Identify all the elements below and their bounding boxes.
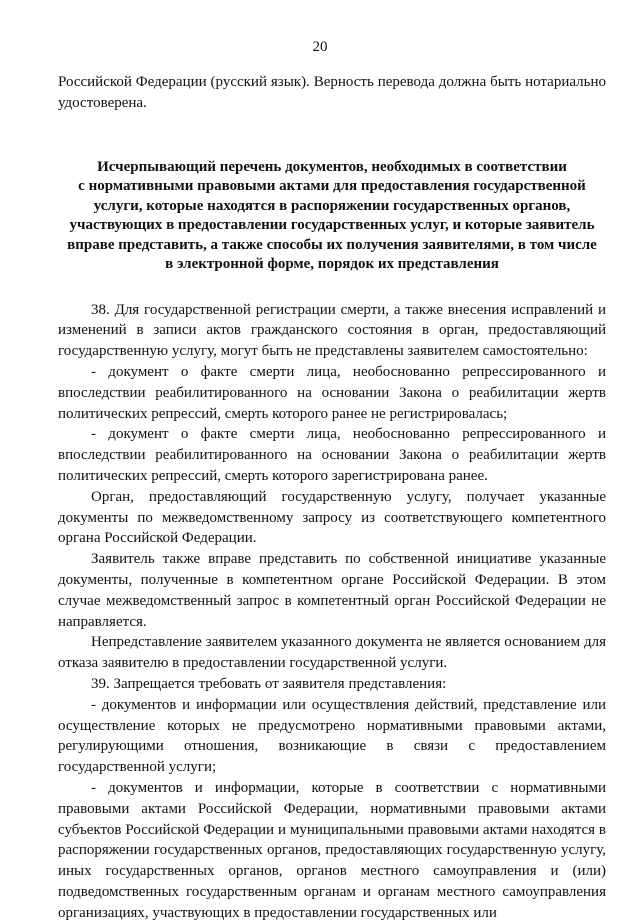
list-item-prohibited-2: - документов и информации, которые в соответствии с нормативными правовыми актами Российской Федерации, нормативными правовыми актами субъектов Российской Федерации и муниципальными правовыми актами находятся в распоряжении государственных органов, предоставляющих государственную услугу, иных государственных органов, органов местного самоуправления и (или) подведомственных государственным органам и органам местного самоуправления организациях, участвующих в предоставлении государственных или xyxy=(58,779,606,921)
heading-line: с нормативными правовыми актами для предоставления государственной xyxy=(78,178,586,195)
paragraph-38: 38. Для государственной регистрации смерти, а также внесения исправлений и изменений в записи актов гражданского состояния в орган, предоставляющий государственную услугу, могут быть не представлены заявителем самостоятельно: xyxy=(58,301,606,360)
list-item-document-2: - документ о факте смерти лица, необоснованно репрессированного и впоследствии реабилитированного на основании Закона о реабилитации жертв политических репрессий, смерть которого зарегистрирована ранее. xyxy=(58,426,606,484)
heading-line: вправе представить, а также способы их получения заявителями, в том числе xyxy=(67,236,597,253)
page-content xyxy=(58,72,606,924)
page-number: 20 xyxy=(312,39,328,55)
section-heading xyxy=(58,158,606,275)
list-item-prohibited-1: - документов и информации или осуществления действий, представление или осуществление которых не предусмотрено нормативными правовыми актами, регулирующими отношения, возникающие в связи с предоставлением государственной услуги; xyxy=(58,696,606,776)
heading-line: услуги, которые находятся в распоряжении государственных органов, xyxy=(93,197,571,214)
heading-line: в электронной форме, порядок их представления xyxy=(165,256,499,273)
paragraph-non-submission: Непредставление заявителем указанного документа не является основанием для отказа заявителю в предоставлении государственной услуги. xyxy=(58,634,606,672)
intro-paragraph: Российской Федерации (русский язык). Верность перевода должна быть нотариально удостоверена. xyxy=(58,74,606,111)
heading-line: участвующих в предоставлении государственных услуг, и которые заявитель xyxy=(69,217,595,234)
paragraph-39: 39. Запрещается требовать от заявителя представления: xyxy=(91,675,447,692)
paragraph-applicant-right: Заявитель также вправе представить по собственной инициативе указанные документы, полученные в компетентном органе Российской Федерации. В этом случае межведомственный запрос в компетентный орган Российской Федерации не направляется. xyxy=(58,551,606,630)
heading-line: Исчерпывающий перечень документов, необходимых в соответствии xyxy=(97,158,567,175)
paragraph-interagency-request: Орган, предоставляющий государственную услугу, получает указанные документы по межведомственному запросу из соответствующего компетентного органа Российской Федерации. xyxy=(58,488,606,547)
list-item-document-1: - документ о факте смерти лица, необоснованно репрессированного и впоследствии реабилитированного на основании Закона о реабилитации жертв политических репрессий, смерть которого ранее не регистрировалась; xyxy=(58,363,606,422)
